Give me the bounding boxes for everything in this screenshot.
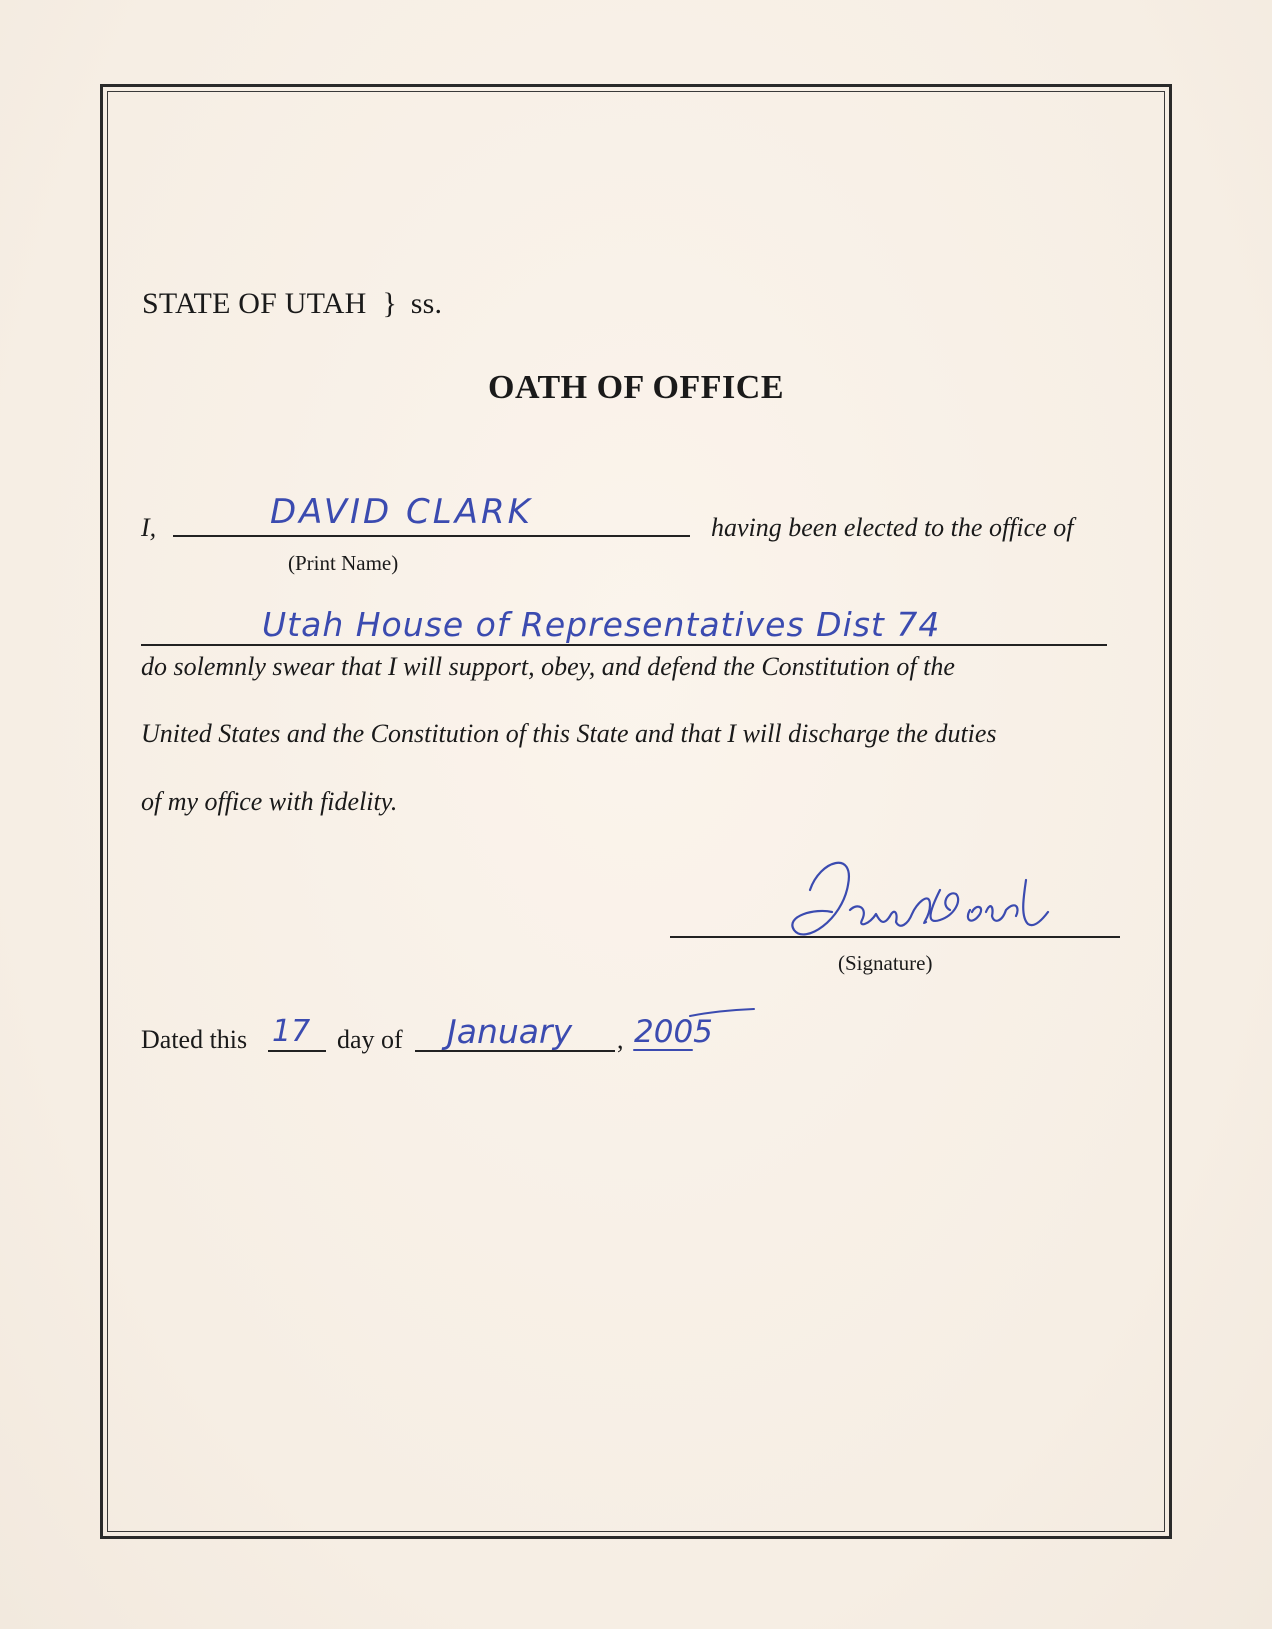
oath-line-3: of my office with fidelity. xyxy=(141,787,398,816)
print-name-value[interactable]: DAVID CLARK xyxy=(270,492,533,532)
signature-image xyxy=(780,850,1100,950)
dated-this-text: Dated this xyxy=(141,1025,248,1054)
ss-abbreviation: ss. xyxy=(410,287,443,320)
day-line xyxy=(268,1050,326,1052)
brace-symbol: } xyxy=(382,287,398,320)
oath-line-1: do solemnly swear that I will support, obey, and defend the Constitution of the xyxy=(141,652,955,681)
office-line xyxy=(141,644,1107,646)
date-comma: , xyxy=(617,1025,624,1054)
page-title: OATH OF OFFICE xyxy=(488,369,784,406)
office-value[interactable]: Utah House of Representatives Dist 74 xyxy=(262,605,941,644)
state-heading: STATE OF UTAH xyxy=(142,287,367,320)
having-been-elected-text: having been elected to the office of xyxy=(711,513,1074,542)
i-prefix: I, xyxy=(141,513,157,542)
signature-caption: (Signature) xyxy=(838,951,933,975)
day-of-text: day of xyxy=(337,1025,403,1054)
day-value[interactable]: 17 xyxy=(272,1014,311,1049)
year-value[interactable]: 2005 xyxy=(634,1014,713,1050)
oath-line-2: United States and the Constitution of this State and that I will discharge the duties xyxy=(141,719,997,748)
print-name-caption: (Print Name) xyxy=(288,551,399,575)
month-value[interactable]: January xyxy=(447,1012,573,1051)
year-underline-stroke xyxy=(630,1006,760,1054)
print-name-line xyxy=(173,535,690,537)
state-heading-line xyxy=(142,287,442,321)
